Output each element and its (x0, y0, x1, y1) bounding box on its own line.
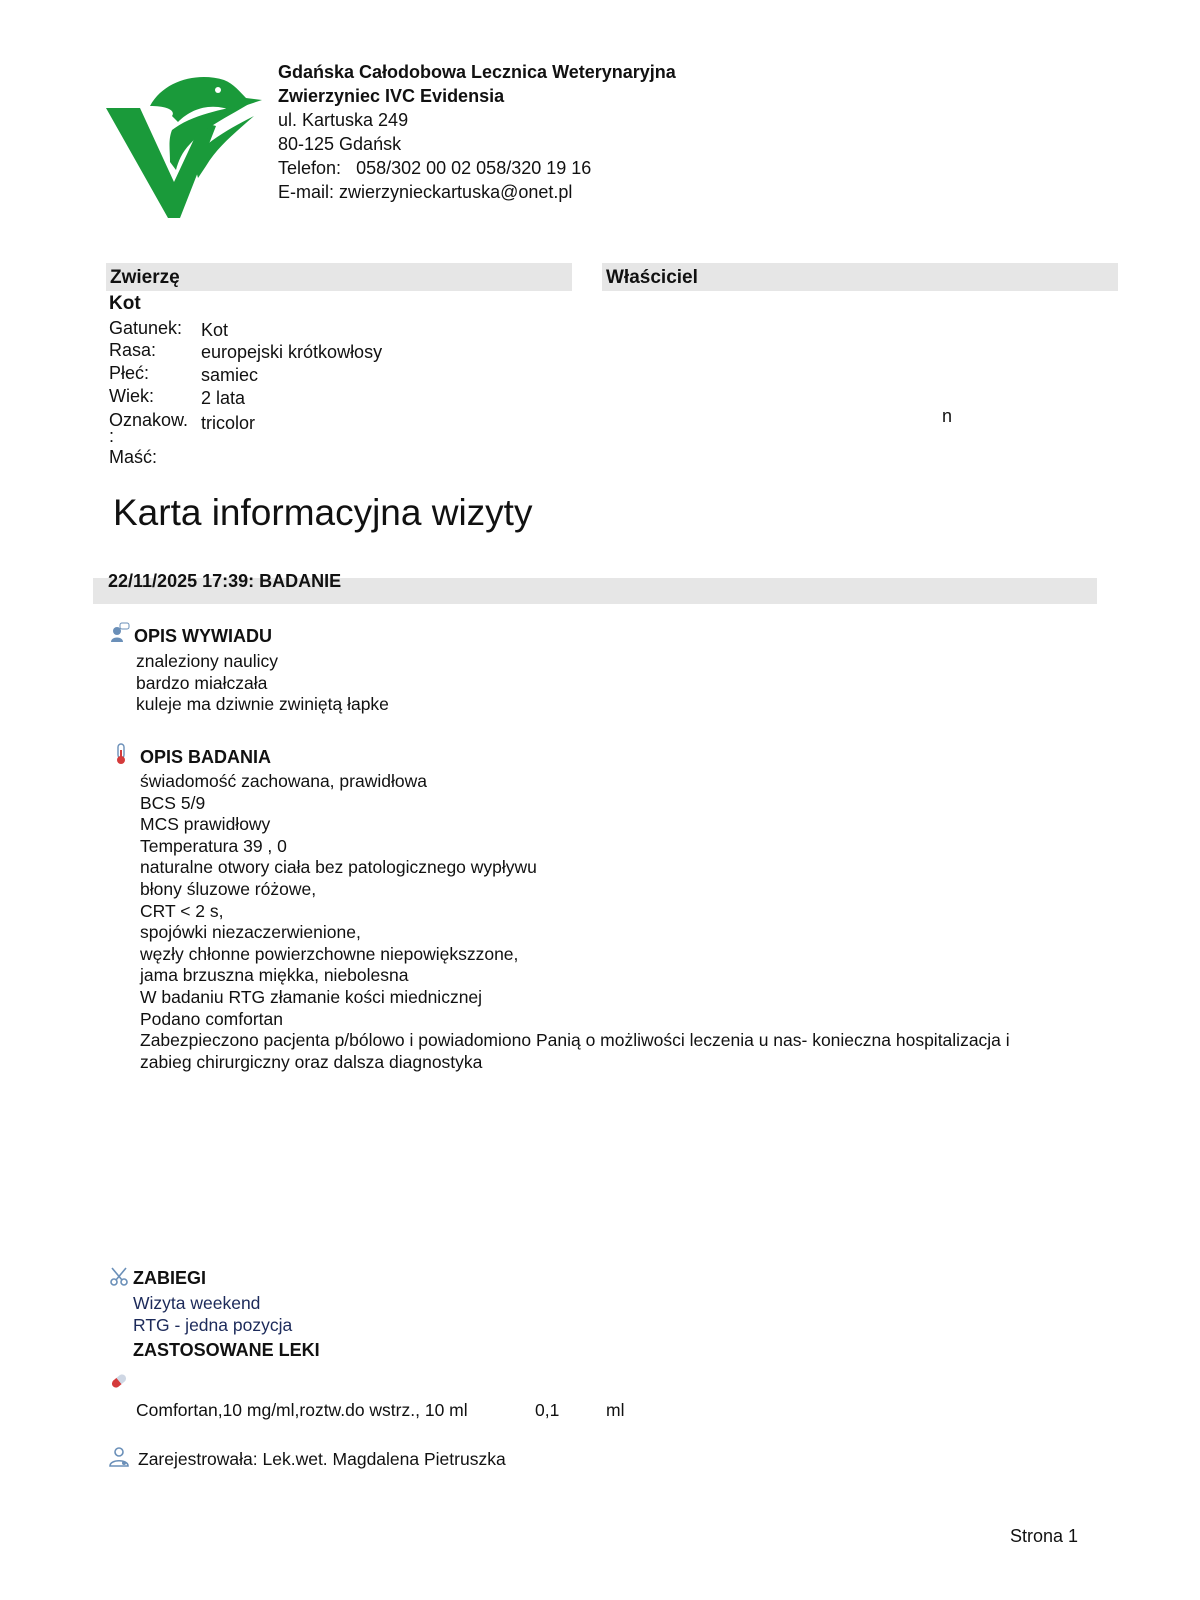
exam-line: W badaniu RTG złamanie kości miednicznej (140, 986, 483, 1007)
doctor-icon (108, 1446, 130, 1468)
exam-line: Podano comfortan (140, 1008, 284, 1029)
exam-line: jama brzuszna miękka, niebolesna (140, 965, 409, 986)
interview-line: kuleje ma dziwnie zwiniętą łapke (136, 694, 389, 715)
clinic-email-row (278, 180, 676, 204)
interview-lines (136, 651, 389, 716)
procedure-item: RTG - jedna pozycja (133, 1314, 293, 1335)
exam-lines (140, 771, 1010, 1073)
field-label: Maść: (109, 447, 158, 467)
interview-line: znaleziony naulicy (136, 651, 279, 671)
exam-line: Zabezpieczono pacjenta p/bólowo i powiadomiono Panią o możliwości leczenia u nas- konieczna hospitalizacja i (140, 1030, 1010, 1051)
clinic-street: ul. Kartuska 249 (278, 110, 409, 130)
drug-unit: ml (606, 1400, 625, 1420)
registered-by: Zarejestrowała: Lek.wet. Magdalena Pietruszka (138, 1449, 506, 1469)
animal-name: Kot (109, 293, 141, 314)
clinic-logo (106, 70, 262, 222)
page-number: Strona 1 (1010, 1526, 1079, 1546)
procedures-title: ZABIEGI (133, 1268, 207, 1288)
exam-line: MCS prawidłowy (140, 814, 271, 835)
clinic-city: 80-125 Gdańsk (278, 134, 402, 154)
thermometer-icon (110, 743, 132, 765)
exam-line: Temperatura 39 , 0 (140, 835, 287, 856)
field-label: Płeć: (109, 363, 150, 383)
drug-amount: 0,1 (535, 1400, 560, 1420)
clinic-subname: Zwierzyniec IVC Evidensia (278, 86, 505, 106)
animal-section-header: Zwierzę (106, 263, 572, 291)
clinic-name: Gdańska Całodobowa Lecznica Weterynaryjna (278, 62, 676, 82)
field-value: europejski krótkowłosy (201, 342, 383, 362)
phone-value: 058/302 00 02 058/320 19 16 (356, 158, 592, 178)
scissors-icon (108, 1266, 130, 1288)
clinic-header (278, 60, 676, 204)
field-value: samiec (201, 365, 259, 385)
field-label: Wiek: (109, 386, 154, 406)
exam-line: błony śluzowe różowe, (140, 878, 317, 899)
exam-line: naturalne otwory ciała bez patologicznego wypływu (140, 857, 537, 878)
field-label: : (109, 426, 115, 446)
field-label: Oznakow. (109, 410, 189, 430)
exam-line: świadomość zachowana, prawidłowa (140, 771, 427, 791)
owner-section-header: Właściciel (602, 263, 1118, 291)
interview-title: OPIS WYWIADU (134, 626, 272, 646)
exam-line: CRT < 2 s, (140, 900, 224, 921)
clinic-phone-row (278, 156, 676, 180)
drugs-title: ZASTOSOWANE LEKI (133, 1340, 320, 1360)
drug-row (136, 1400, 468, 1422)
interview-line: bardzo miałczała (136, 672, 268, 693)
pill-icon (108, 1370, 130, 1392)
visit-header: 22/11/2025 17:39: BADANIE (108, 571, 342, 591)
procedures-list (133, 1293, 292, 1336)
exam-line: węzły chłonne powierzchowne niepowiększzone, (140, 943, 519, 964)
owner-text-fragment: n (942, 406, 953, 426)
email-value: zwierzynieckartuska@onet.pl (339, 182, 573, 202)
interview-icon (108, 622, 130, 644)
procedure-item: Wizyta weekend (133, 1293, 261, 1313)
exam-line: zabieg chirurgiczny oraz dalsza diagnostyka (140, 1051, 483, 1072)
exam-line: BCS 5/9 (140, 792, 206, 813)
field-value: Kot (201, 320, 229, 340)
exam-line: spojówki niezaczerwienione, (140, 922, 361, 943)
phone-label: Telefon: (278, 158, 342, 178)
field-value: tricolor (201, 413, 256, 433)
document-title: Karta informacyjna wizyty (113, 492, 533, 533)
field-label: Rasa: (109, 340, 157, 360)
field-label: Gatunek: (109, 318, 183, 338)
field-value: 2 lata (201, 388, 246, 408)
exam-title: OPIS BADANIA (140, 747, 272, 767)
drug-name: Comfortan,10 mg/ml,roztw.do wstrz., 10 ml (136, 1400, 468, 1420)
email-label: E-mail: (278, 182, 335, 202)
